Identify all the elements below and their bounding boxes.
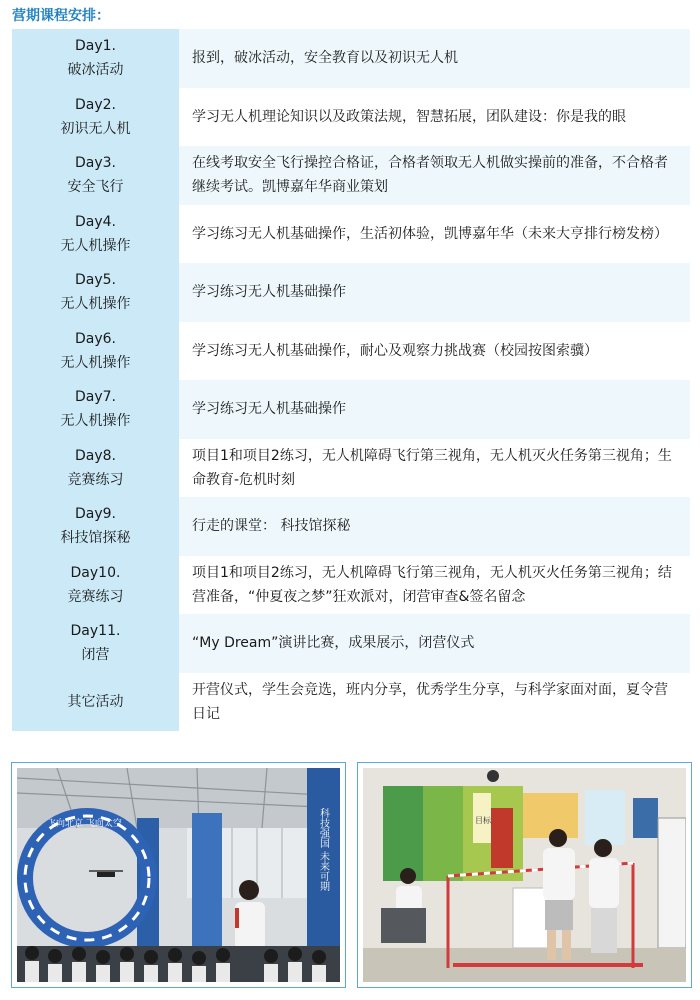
- schedule-row: [12, 205, 690, 264]
- day-title: 无人机操作: [60, 296, 131, 313]
- day-cell: [12, 556, 179, 615]
- activity-description: 报到，破冰活动，安全教育以及初识无人机: [179, 29, 690, 88]
- day-title: 竞赛练习: [67, 471, 124, 488]
- day-number: Day2.: [74, 96, 116, 113]
- schedule-row: [12, 88, 690, 147]
- day-cell: [12, 322, 179, 381]
- day-number: Day1.: [74, 38, 116, 55]
- day-title: 无人机操作: [60, 237, 131, 254]
- day-cell: [12, 497, 179, 556]
- day-cell: [12, 263, 179, 322]
- day-title: 初识无人机: [60, 120, 131, 137]
- activity-description: 学习无人机理论知识以及政策法规，智慧拓展，团队建设：你是我的眼: [179, 88, 690, 147]
- day-number: Day3.: [74, 155, 116, 172]
- day-cell: [12, 614, 179, 673]
- day-number: Day11.: [70, 623, 121, 640]
- activity-description: “My Dream”演讲比赛，成果展示，闭营仪式: [179, 614, 690, 673]
- activity-description: 学习练习无人机基础操作: [179, 263, 690, 322]
- day-title: 破冰活动: [67, 62, 124, 79]
- day-number: Day8.: [74, 447, 116, 464]
- schedule-row: [12, 29, 690, 88]
- board-text: 目标: [475, 816, 491, 825]
- schedule-row: [12, 322, 690, 381]
- side-banner-text: 科技强国 未来可期: [317, 808, 329, 892]
- day-cell: [12, 439, 179, 498]
- day-title: 无人机操作: [60, 354, 131, 371]
- activity-description: 行走的课堂： 科技馆探秘: [179, 497, 690, 556]
- day-number: Day10.: [70, 564, 121, 581]
- schedule-row: [12, 439, 690, 498]
- schedule-row: [12, 673, 690, 732]
- day-cell: [12, 29, 179, 88]
- day-title: 其它活动: [67, 693, 124, 710]
- day-title: 安全飞行: [67, 179, 124, 196]
- day-cell: [12, 88, 179, 147]
- activity-description: 学习练习无人机基础操作: [179, 380, 690, 439]
- schedule-row: [12, 146, 690, 205]
- schedule-row: [12, 556, 690, 615]
- schedule-row: [12, 263, 690, 322]
- day-cell: [12, 380, 179, 439]
- schedule-row: [12, 614, 690, 673]
- schedule-row: [12, 380, 690, 439]
- day-cell: [12, 205, 179, 264]
- day-title: 无人机操作: [60, 413, 131, 430]
- section-heading: 营期课程安排：: [12, 8, 110, 24]
- schedule-table: [12, 29, 690, 731]
- photo-drone-arch: [11, 762, 346, 988]
- day-title: 科技馆探秘: [60, 530, 131, 547]
- arch-banner-text: 飞向北京 飞向太空: [47, 819, 122, 829]
- day-number: Day9.: [74, 506, 116, 523]
- schedule-row: [12, 497, 690, 556]
- activity-description: 学习练习无人机基础操作，耐心及观察力挑战赛（校园按图索骥）: [179, 322, 690, 381]
- photo-classroom-drone: [357, 762, 692, 988]
- day-number: Day6.: [74, 330, 116, 347]
- activity-description: 项目1和项目2练习，无人机障碍飞行第三视角，无人机灭火任务第三视角；生命教育-危机时刻: [179, 439, 690, 498]
- day-cell: [12, 146, 179, 205]
- day-title: 竞赛练习: [67, 588, 124, 605]
- activity-description: 项目1和项目2练习，无人机障碍飞行第三视角，无人机灭火任务第三视角；结营准备，“仲夏夜之梦”狂欢派对，闭营审查&签名留念: [179, 556, 690, 615]
- activity-description: 学习练习无人机基础操作，生活初体验，凯博嘉年华（未来大亨排行榜发榜）: [179, 205, 690, 264]
- day-cell: [12, 673, 179, 732]
- day-number: Day7.: [74, 389, 116, 406]
- activity-description: 在线考取安全飞行操控合格证，合格者领取无人机做实操前的准备，不合格者继续考试。凯博嘉年华商业策划: [179, 146, 690, 205]
- day-number: Day5.: [74, 272, 116, 289]
- activity-description: 开营仪式，学生会竞选，班内分享，优秀学生分享，与科学家面对面，夏令营日记: [179, 673, 690, 732]
- day-number: Day4.: [74, 213, 116, 230]
- day-title: 闭营: [81, 647, 110, 664]
